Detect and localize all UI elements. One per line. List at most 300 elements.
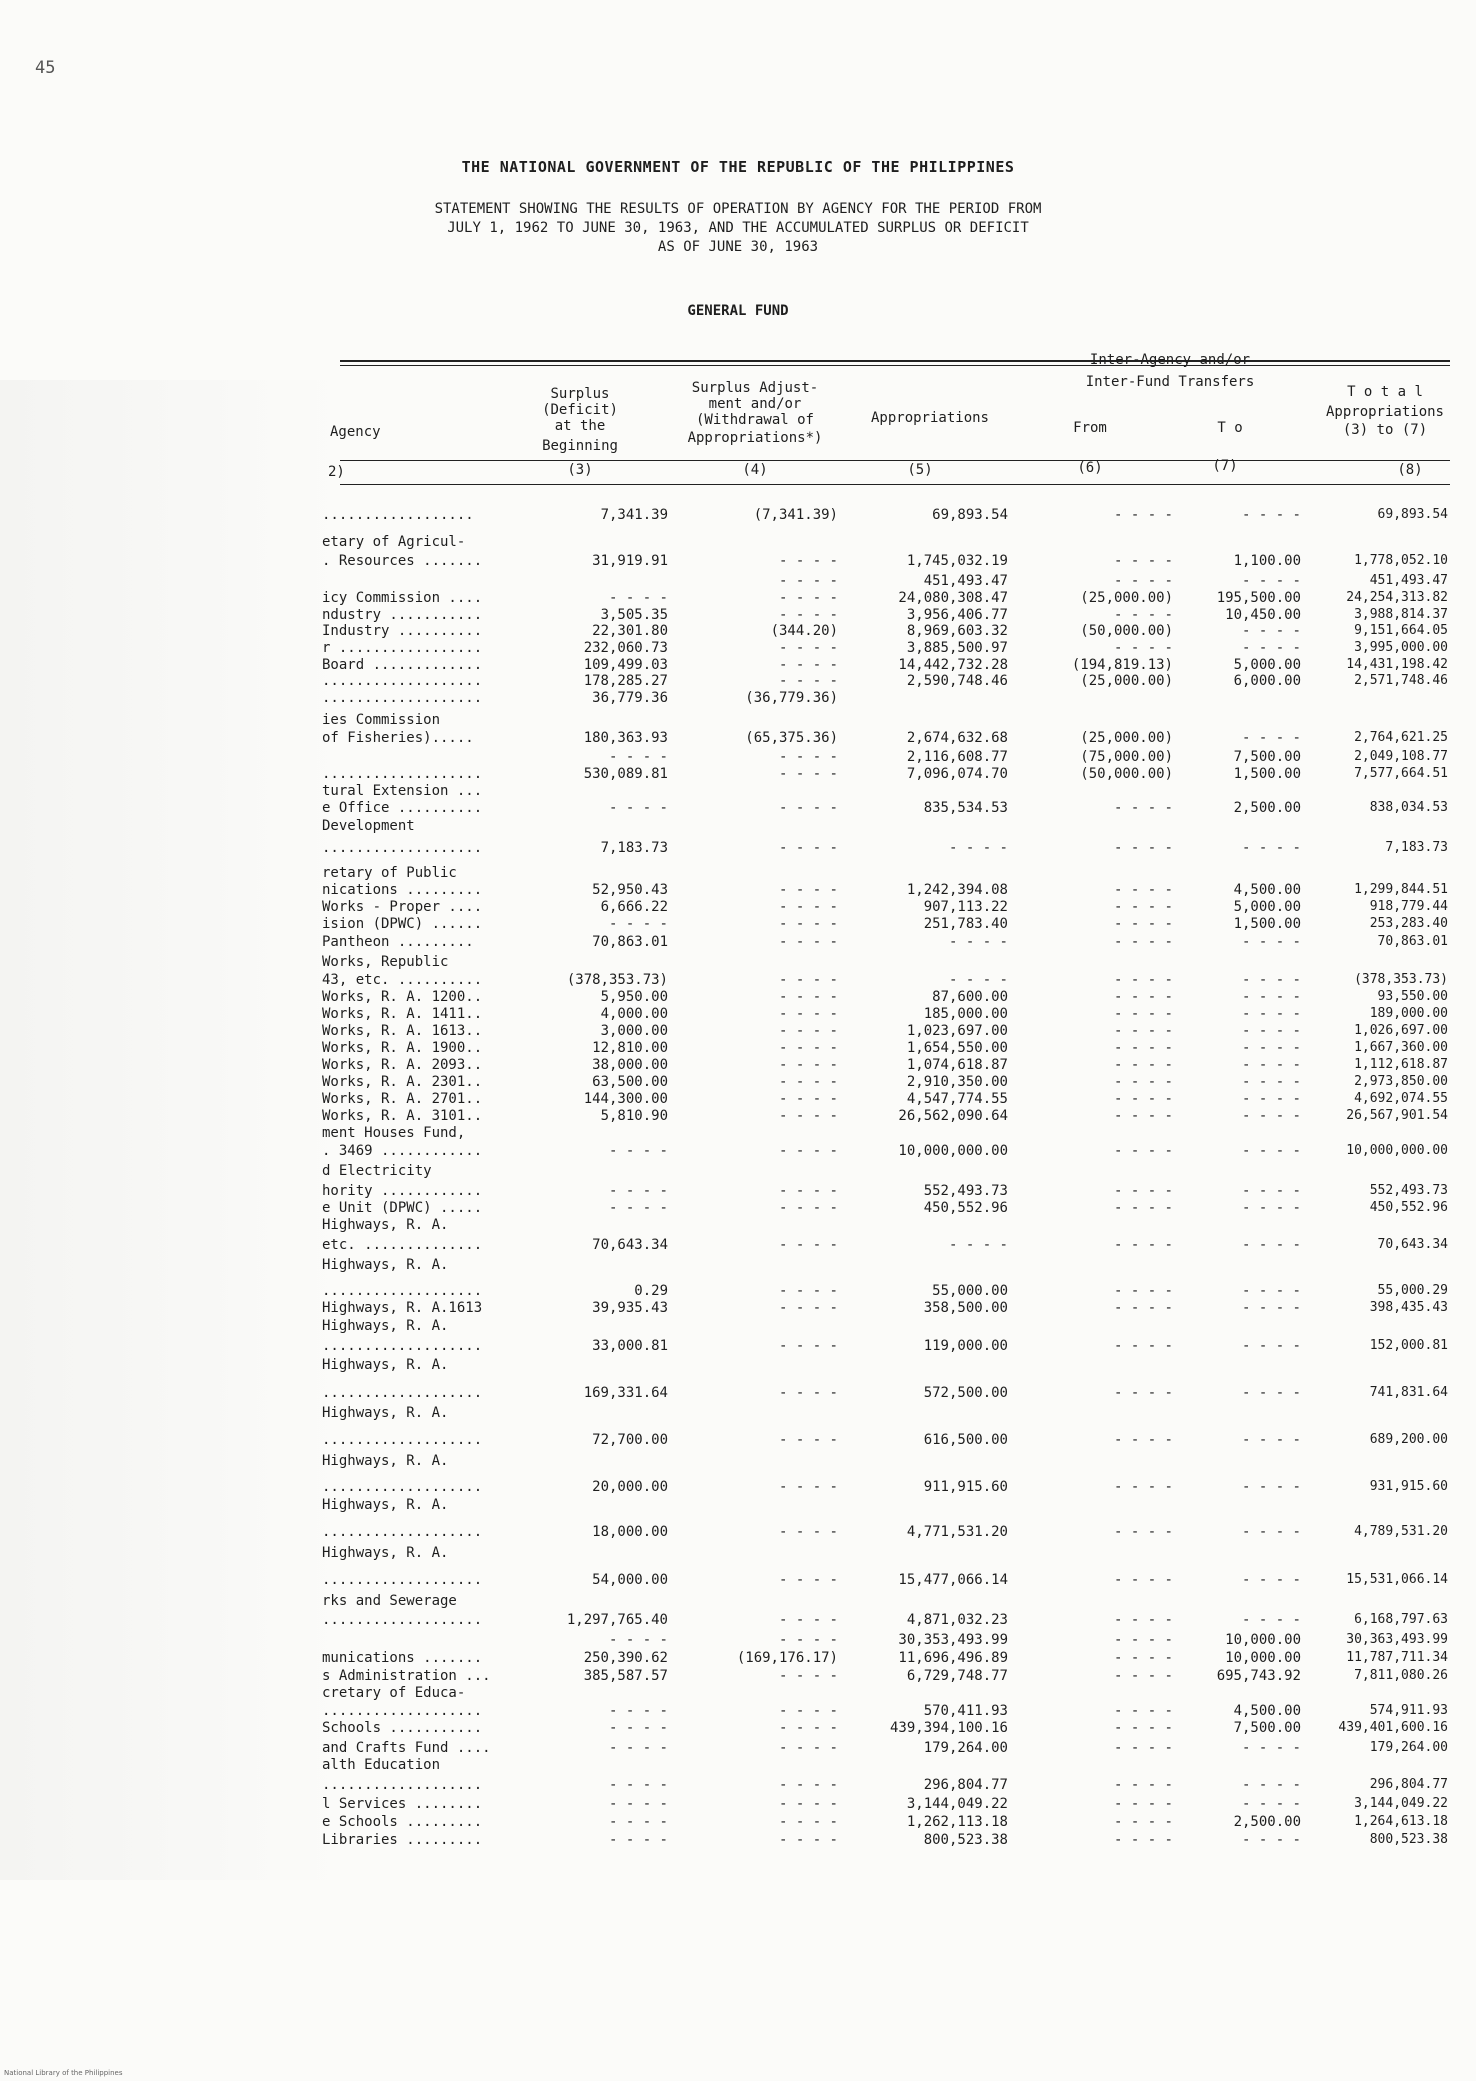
value-cell-c3: 12,810.00 xyxy=(592,1040,668,1056)
agency-cell: ................... xyxy=(322,1612,483,1628)
value-cell-c3: 0.29 xyxy=(634,1283,668,1299)
value-cell-c3: - - - - xyxy=(608,1777,668,1793)
value-cell-c7: - - - - xyxy=(1241,1143,1301,1159)
value-cell-c8: 2,571,748.46 xyxy=(1354,673,1448,688)
header-transfers-2: Inter-Fund Transfers xyxy=(1085,374,1255,390)
agency-cell: Highways, R. A. xyxy=(322,1405,449,1421)
table-row xyxy=(0,1237,1476,1259)
value-cell-c4: (169,176.17) xyxy=(736,1650,838,1666)
value-cell-c8: 179,264.00 xyxy=(1369,1740,1448,1755)
value-cell-c5: 570,411.93 xyxy=(923,1703,1008,1719)
value-cell-c6: - - - - xyxy=(1113,989,1173,1005)
value-cell-c6: - - - - xyxy=(1113,972,1173,988)
header-adj-3: (Withdrawal of xyxy=(695,412,814,428)
agency-cell: e Office .......... xyxy=(322,800,483,816)
value-cell-c7: 5,000.00 xyxy=(1233,899,1301,915)
header-adj-1: Surplus Adjust- xyxy=(691,380,819,396)
value-cell-c4: - - - - xyxy=(778,749,838,765)
value-cell-c3: 18,000.00 xyxy=(592,1524,668,1540)
value-cell-c7: 2,500.00 xyxy=(1233,800,1301,816)
value-cell-c3: 6,666.22 xyxy=(600,899,668,915)
value-cell-c7: - - - - xyxy=(1241,934,1301,950)
value-cell-c6: - - - - xyxy=(1113,1300,1173,1316)
agency-cell: retary of Public xyxy=(322,865,457,881)
value-cell-c6: - - - - xyxy=(1113,640,1173,656)
value-cell-c7: - - - - xyxy=(1241,1057,1301,1073)
value-cell-c4: - - - - xyxy=(778,1740,838,1756)
value-cell-c5: 185,000.00 xyxy=(923,1006,1008,1022)
value-cell-c8: 838,034.53 xyxy=(1369,800,1448,815)
table-row xyxy=(0,553,1476,575)
value-cell-c3: - - - - xyxy=(608,1200,668,1216)
table-row xyxy=(0,1757,1476,1779)
value-cell-c7: - - - - xyxy=(1241,573,1301,589)
value-cell-c4: - - - - xyxy=(778,1832,838,1848)
value-cell-c3: 232,060.73 xyxy=(583,640,668,656)
col-num-5: (5) xyxy=(907,462,933,478)
value-cell-c7: 6,000.00 xyxy=(1233,673,1301,689)
agency-cell: ................... xyxy=(322,1777,483,1793)
agency-cell: e Schools ......... xyxy=(322,1814,483,1830)
value-cell-c8: 450,552.96 xyxy=(1369,1200,1448,1215)
agency-cell: . 3469 ............ xyxy=(322,1143,483,1159)
agency-cell: Highways, R. A. xyxy=(322,1318,449,1334)
table-row xyxy=(0,1357,1476,1379)
value-cell-c6: (50,000.00) xyxy=(1080,623,1173,639)
value-cell-c4: - - - - xyxy=(778,1183,838,1199)
value-cell-c5: 296,804.77 xyxy=(923,1777,1008,1793)
value-cell-c8: 574,911.93 xyxy=(1369,1703,1448,1718)
value-cell-c7: - - - - xyxy=(1241,1796,1301,1812)
value-cell-c8: 152,000.81 xyxy=(1369,1338,1448,1353)
agency-cell: ision (DPWC) ...... xyxy=(322,916,483,932)
value-cell-c4: - - - - xyxy=(778,1091,838,1107)
value-cell-c3: - - - - xyxy=(608,1703,668,1719)
value-cell-c6: - - - - xyxy=(1113,1796,1173,1812)
table-row xyxy=(0,1385,1476,1407)
fund-name: GENERAL FUND xyxy=(687,303,789,319)
header-total-3: (3) to (7) xyxy=(1342,422,1428,438)
value-cell-c4: - - - - xyxy=(778,1479,838,1495)
table-row xyxy=(0,1163,1476,1185)
value-cell-c7: - - - - xyxy=(1241,1040,1301,1056)
value-cell-c3: 22,301.80 xyxy=(592,623,668,639)
value-cell-c7: - - - - xyxy=(1241,989,1301,1005)
agency-cell: alth Education xyxy=(322,1757,441,1773)
colnum-bottom-rule xyxy=(340,484,1450,485)
value-cell-c3: 63,500.00 xyxy=(592,1074,668,1090)
value-cell-c6: - - - - xyxy=(1113,1006,1173,1022)
value-cell-c7: - - - - xyxy=(1241,1300,1301,1316)
agency-cell: s Administration ... xyxy=(322,1668,491,1684)
agency-cell: ................... xyxy=(322,673,483,689)
agency-cell: l Services ........ xyxy=(322,1796,483,1812)
value-cell-c5: 87,600.00 xyxy=(932,989,1008,1005)
table-row xyxy=(0,1545,1476,1567)
value-cell-c8: 253,283.40 xyxy=(1369,916,1448,931)
value-cell-c4: - - - - xyxy=(778,1023,838,1039)
value-cell-c3: 36,779.36 xyxy=(592,690,668,706)
agency-cell: Highways, R. A. xyxy=(322,1497,449,1513)
value-cell-c3: 20,000.00 xyxy=(592,1479,668,1495)
value-cell-c7: 5,000.00 xyxy=(1233,657,1301,673)
value-cell-c7: 1,500.00 xyxy=(1233,766,1301,782)
value-cell-c4: - - - - xyxy=(778,1720,838,1736)
value-cell-c7: - - - - xyxy=(1241,623,1301,639)
value-cell-c5: 2,910,350.00 xyxy=(906,1074,1008,1090)
value-cell-c5: 4,547,774.55 xyxy=(906,1091,1008,1107)
value-cell-c4: - - - - xyxy=(778,590,838,606)
value-cell-c5: 1,242,394.08 xyxy=(906,882,1008,898)
value-cell-c5: 6,729,748.77 xyxy=(906,1668,1008,1684)
agency-cell: Pantheon ......... xyxy=(322,934,474,950)
header-to: T o xyxy=(1217,420,1243,436)
value-cell-c6: - - - - xyxy=(1113,916,1173,932)
table-row xyxy=(0,1257,1476,1279)
agency-cell: tural Extension ... xyxy=(322,783,483,799)
value-cell-c6: - - - - xyxy=(1113,1632,1173,1648)
table-row xyxy=(0,507,1476,529)
value-cell-c6: (25,000.00) xyxy=(1080,590,1173,606)
value-cell-c3: 33,000.81 xyxy=(592,1338,668,1354)
value-cell-c4: - - - - xyxy=(778,657,838,673)
header-surplus-1: Surplus xyxy=(550,386,610,402)
value-cell-c6: - - - - xyxy=(1113,1432,1173,1448)
col-num-3: (3) xyxy=(567,462,593,478)
agency-cell: Works, R. A. 1411.. xyxy=(322,1006,483,1022)
header-appropriations: Appropriations xyxy=(870,410,989,426)
value-cell-c8: 2,049,108.77 xyxy=(1354,749,1448,764)
value-cell-c5: 8,969,603.32 xyxy=(906,623,1008,639)
value-cell-c6: - - - - xyxy=(1113,1703,1173,1719)
value-cell-c7: - - - - xyxy=(1241,1432,1301,1448)
value-cell-c7: - - - - xyxy=(1241,1524,1301,1540)
agency-cell: Works, R. A. 2301.. xyxy=(322,1074,483,1090)
agency-cell: Highways, R. A. xyxy=(322,1545,449,1561)
value-cell-c4: (344.20) xyxy=(770,623,838,639)
value-cell-c3: 7,183.73 xyxy=(600,840,668,856)
value-cell-c6: - - - - xyxy=(1113,899,1173,915)
value-cell-c4: - - - - xyxy=(778,640,838,656)
agency-cell: Board ............. xyxy=(322,657,483,673)
value-cell-c3: - - - - xyxy=(608,800,668,816)
agency-cell: Highways, R. A. xyxy=(322,1453,449,1469)
value-cell-c6: - - - - xyxy=(1113,1479,1173,1495)
value-cell-c5: 24,080,308.47 xyxy=(898,590,1008,606)
value-cell-c5: 3,885,500.97 xyxy=(906,640,1008,656)
agency-cell: Industry .......... xyxy=(322,623,483,639)
value-cell-c5: 572,500.00 xyxy=(923,1385,1008,1401)
value-cell-c4: - - - - xyxy=(778,800,838,816)
value-cell-c4: - - - - xyxy=(778,1432,838,1448)
value-cell-c8: 7,577,664.51 xyxy=(1354,766,1448,781)
agency-cell: Highways, R. A.1613 xyxy=(322,1300,483,1316)
value-cell-c6: - - - - xyxy=(1113,1023,1173,1039)
col-num-2: 2) xyxy=(328,464,345,480)
value-cell-c4: - - - - xyxy=(778,1796,838,1812)
value-cell-c7: 10,000.00 xyxy=(1225,1632,1301,1648)
col-num-4: (4) xyxy=(742,462,768,478)
value-cell-c8: 1,667,360.00 xyxy=(1354,1040,1448,1055)
value-cell-c3: 72,700.00 xyxy=(592,1432,668,1448)
agency-cell: ................... xyxy=(322,840,483,856)
agency-cell: ................... xyxy=(322,1703,483,1719)
value-cell-c4: - - - - xyxy=(778,1283,838,1299)
value-cell-c6: (25,000.00) xyxy=(1080,730,1173,746)
value-cell-c6: (75,000.00) xyxy=(1080,749,1173,765)
statement-line-3: AS OF JUNE 30, 1963 xyxy=(657,239,819,255)
value-cell-c3: (378,353.73) xyxy=(566,972,668,988)
value-cell-c6: - - - - xyxy=(1113,1385,1173,1401)
value-cell-c8: 189,000.00 xyxy=(1369,1006,1448,1021)
header-surplus-2: (Deficit) xyxy=(542,402,618,418)
header-surplus-4: Beginning xyxy=(542,438,618,454)
value-cell-c3: 4,000.00 xyxy=(600,1006,668,1022)
value-cell-c3: - - - - xyxy=(608,1632,668,1648)
value-cell-c3: - - - - xyxy=(608,1796,668,1812)
value-cell-c8: 26,567,901.54 xyxy=(1346,1108,1448,1123)
value-cell-c8: 30,363,493.99 xyxy=(1346,1632,1448,1647)
value-cell-c8: 4,789,531.20 xyxy=(1354,1524,1448,1539)
value-cell-c6: (50,000.00) xyxy=(1080,766,1173,782)
value-cell-c8: 6,168,797.63 xyxy=(1354,1612,1448,1627)
value-cell-c5: 358,500.00 xyxy=(923,1300,1008,1316)
value-cell-c7: 2,500.00 xyxy=(1233,1814,1301,1830)
value-cell-c8: 1,112,618.87 xyxy=(1354,1057,1448,1072)
value-cell-c4: - - - - xyxy=(778,1300,838,1316)
table-row xyxy=(0,1612,1476,1634)
value-cell-c5: - - - - xyxy=(948,1237,1008,1253)
value-cell-c4: - - - - xyxy=(778,1108,838,1124)
value-cell-c7: 10,000.00 xyxy=(1225,1650,1301,1666)
value-cell-c6: - - - - xyxy=(1113,1283,1173,1299)
agency-cell: Highways, R. A. xyxy=(322,1257,449,1273)
value-cell-c7: - - - - xyxy=(1241,1338,1301,1354)
agency-cell: ................... xyxy=(322,1432,483,1448)
agency-cell: ................... xyxy=(322,1385,483,1401)
value-cell-c7: - - - - xyxy=(1241,1832,1301,1848)
value-cell-c3: 3,505.35 xyxy=(600,607,668,623)
value-cell-c5: 616,500.00 xyxy=(923,1432,1008,1448)
value-cell-c4: - - - - xyxy=(778,1668,838,1684)
value-cell-c8: 55,000.29 xyxy=(1377,1283,1448,1298)
value-cell-c5: 2,590,748.46 xyxy=(906,673,1008,689)
value-cell-c3: 70,643.34 xyxy=(592,1237,668,1253)
value-cell-c8: 15,531,066.14 xyxy=(1346,1572,1448,1587)
value-cell-c7: - - - - xyxy=(1241,1074,1301,1090)
value-cell-c7: - - - - xyxy=(1241,1777,1301,1793)
col-num-8: (8) xyxy=(1397,462,1423,478)
value-cell-c8: 800,523.38 xyxy=(1369,1832,1448,1847)
value-cell-c3: - - - - xyxy=(608,916,668,932)
value-cell-c4: - - - - xyxy=(778,1338,838,1354)
value-cell-c8: 398,435.43 xyxy=(1369,1300,1448,1315)
value-cell-c3: 178,285.27 xyxy=(583,673,668,689)
value-cell-c6: - - - - xyxy=(1113,1057,1173,1073)
table-row xyxy=(0,1720,1476,1742)
agency-cell: e Unit (DPWC) ..... xyxy=(322,1200,483,1216)
value-cell-c4: - - - - xyxy=(778,1040,838,1056)
header-bottom-rule xyxy=(340,460,1450,461)
value-cell-c4: (36,779.36) xyxy=(745,690,838,706)
table-row xyxy=(0,1524,1476,1546)
value-cell-c8: 3,995,000.00 xyxy=(1354,640,1448,655)
value-cell-c5: 451,493.47 xyxy=(923,573,1008,589)
value-cell-c8: 2,764,621.25 xyxy=(1354,730,1448,745)
value-cell-c7: - - - - xyxy=(1241,1385,1301,1401)
value-cell-c5: 3,144,049.22 xyxy=(906,1796,1008,1812)
value-cell-c5: 4,871,032.23 xyxy=(906,1612,1008,1628)
agency-cell: hority ............ xyxy=(322,1183,483,1199)
value-cell-c4: - - - - xyxy=(778,766,838,782)
agency-cell: etary of Agricul- xyxy=(322,534,466,550)
agency-cell: Highways, R. A. xyxy=(322,1357,449,1373)
value-cell-c5: 30,353,493.99 xyxy=(898,1632,1008,1648)
agency-cell: Schools ........... xyxy=(322,1720,483,1736)
value-cell-c5: 15,477,066.14 xyxy=(898,1572,1008,1588)
value-cell-c3: 5,950.00 xyxy=(600,989,668,1005)
value-cell-c8: 7,811,080.26 xyxy=(1354,1668,1448,1683)
value-cell-c4: - - - - xyxy=(778,1006,838,1022)
agency-cell: Works, R. A. 1900.. xyxy=(322,1040,483,1056)
value-cell-c4: - - - - xyxy=(778,1524,838,1540)
table-row xyxy=(0,1832,1476,1854)
value-cell-c7: - - - - xyxy=(1241,1091,1301,1107)
value-cell-c5: 7,096,074.70 xyxy=(906,766,1008,782)
value-cell-c8: 931,915.60 xyxy=(1369,1479,1448,1494)
value-cell-c7: - - - - xyxy=(1241,1612,1301,1628)
value-cell-c5: 69,893.54 xyxy=(932,507,1008,523)
value-cell-c4: - - - - xyxy=(778,972,838,988)
value-cell-c8: 451,493.47 xyxy=(1369,573,1448,588)
value-cell-c3: 54,000.00 xyxy=(592,1572,668,1588)
statement-line-2: JULY 1, 1962 TO JUNE 30, 1963, AND THE ACCUMULATED SURPLUS OR DEFICIT xyxy=(447,220,1029,236)
value-cell-c7: - - - - xyxy=(1241,840,1301,856)
header-adj-2: ment and/or xyxy=(708,396,802,412)
value-cell-c8: 1,264,613.18 xyxy=(1354,1814,1448,1829)
agency-cell: r ................. xyxy=(322,640,483,656)
value-cell-c5: 2,674,632.68 xyxy=(906,730,1008,746)
agency-cell: Works - Proper .... xyxy=(322,899,483,915)
agency-cell: . Resources ....... xyxy=(322,553,483,569)
value-cell-c4: (65,375.36) xyxy=(745,730,838,746)
value-cell-c6: - - - - xyxy=(1113,1091,1173,1107)
value-cell-c8: 93,550.00 xyxy=(1377,989,1448,1004)
library-footer: National Library of the Philippines xyxy=(4,2069,123,2077)
header-adj-4: Appropriations*) xyxy=(687,430,823,446)
statement-line-1: STATEMENT SHOWING THE RESULTS OF OPERATION BY AGENCY FOR THE PERIOD FROM xyxy=(434,201,1042,217)
value-cell-c7: 1,100.00 xyxy=(1233,553,1301,569)
header-total-1: T o t a l xyxy=(1347,384,1423,400)
value-cell-c8: 1,299,844.51 xyxy=(1354,882,1448,897)
value-cell-c5: 119,000.00 xyxy=(923,1338,1008,1354)
value-cell-c4: - - - - xyxy=(778,1612,838,1628)
value-cell-c7: - - - - xyxy=(1241,1740,1301,1756)
value-cell-c6: (25,000.00) xyxy=(1080,673,1173,689)
value-cell-c4: - - - - xyxy=(778,1074,838,1090)
value-cell-c6: - - - - xyxy=(1113,1338,1173,1354)
table-row xyxy=(0,1453,1476,1475)
value-cell-c5: 179,264.00 xyxy=(923,1740,1008,1756)
value-cell-c3: 250,390.62 xyxy=(583,1650,668,1666)
value-cell-c8: 1,778,052.10 xyxy=(1354,553,1448,568)
value-cell-c3: 109,499.03 xyxy=(583,657,668,673)
value-cell-c8: 9,151,664.05 xyxy=(1354,623,1448,638)
value-cell-c5: 1,654,550.00 xyxy=(906,1040,1008,1056)
value-cell-c6: - - - - xyxy=(1113,1040,1173,1056)
value-cell-c8: 10,000,000.00 xyxy=(1346,1143,1448,1158)
value-cell-c4: - - - - xyxy=(778,1572,838,1588)
value-cell-c4: - - - - xyxy=(778,882,838,898)
value-cell-c7: - - - - xyxy=(1241,1237,1301,1253)
table-row xyxy=(0,1143,1476,1165)
value-cell-c5: - - - - xyxy=(948,840,1008,856)
agency-cell: d Electricity xyxy=(322,1163,432,1179)
value-cell-c5: 800,523.38 xyxy=(923,1832,1008,1848)
agency-cell: Libraries ......... xyxy=(322,1832,483,1848)
value-cell-c6: - - - - xyxy=(1113,1650,1173,1666)
value-cell-c4: - - - - xyxy=(778,899,838,915)
value-cell-c7: - - - - xyxy=(1241,1108,1301,1124)
header-transfers-1: Inter-Agency and/or xyxy=(1089,352,1251,368)
agency-cell: ment Houses Fund, xyxy=(322,1125,466,1141)
agency-cell: etc. .............. xyxy=(322,1237,483,1253)
value-cell-c3: 385,587.57 xyxy=(583,1668,668,1684)
agency-cell: ................... xyxy=(322,1338,483,1354)
agency-cell: Works, R. A. 2093.. xyxy=(322,1057,483,1073)
value-cell-c6: - - - - xyxy=(1113,1777,1173,1793)
value-cell-c7: - - - - xyxy=(1241,1006,1301,1022)
value-cell-c5: 835,534.53 xyxy=(923,800,1008,816)
value-cell-c4: - - - - xyxy=(778,1200,838,1216)
value-cell-c6: - - - - xyxy=(1113,1074,1173,1090)
table-row xyxy=(0,1497,1476,1519)
value-cell-c7: 4,500.00 xyxy=(1233,882,1301,898)
value-cell-c6: - - - - xyxy=(1113,934,1173,950)
value-cell-c5: 1,074,618.87 xyxy=(906,1057,1008,1073)
value-cell-c3: - - - - xyxy=(608,1183,668,1199)
value-cell-c3: 5,810.90 xyxy=(600,1108,668,1124)
header-surplus-3: at the xyxy=(554,418,606,434)
value-cell-c5: 552,493.73 xyxy=(923,1183,1008,1199)
agency-cell: ................... xyxy=(322,1479,483,1495)
value-cell-c3: - - - - xyxy=(608,1832,668,1848)
value-cell-c3: 180,363.93 xyxy=(583,730,668,746)
value-cell-c3: 1,297,765.40 xyxy=(566,1612,668,1628)
agency-cell: Works, R. A. 1200.. xyxy=(322,989,483,1005)
table-row xyxy=(0,840,1476,862)
value-cell-c7: - - - - xyxy=(1241,1023,1301,1039)
value-cell-c3: 3,000.00 xyxy=(600,1023,668,1039)
value-cell-c6: - - - - xyxy=(1113,553,1173,569)
value-cell-c6: - - - - xyxy=(1113,1524,1173,1540)
value-cell-c7: - - - - xyxy=(1241,507,1301,523)
value-cell-c3: 31,919.91 xyxy=(592,553,668,569)
value-cell-c5: 55,000.00 xyxy=(932,1283,1008,1299)
value-cell-c4: - - - - xyxy=(778,553,838,569)
value-cell-c6: - - - - xyxy=(1113,1814,1173,1830)
value-cell-c7: 7,500.00 xyxy=(1233,1720,1301,1736)
value-cell-c5: 10,000,000.00 xyxy=(898,1143,1008,1159)
value-cell-c3: 530,089.81 xyxy=(583,766,668,782)
agency-cell: Development xyxy=(322,818,415,834)
agency-cell: Works, R. A. 3101.. xyxy=(322,1108,483,1124)
agency-cell: ................... xyxy=(322,766,483,782)
value-cell-c5: - - - - xyxy=(948,972,1008,988)
value-cell-c3: - - - - xyxy=(608,1143,668,1159)
agency-cell: and Crafts Fund .... xyxy=(322,1740,491,1756)
value-cell-c7: 695,743.92 xyxy=(1216,1668,1301,1684)
